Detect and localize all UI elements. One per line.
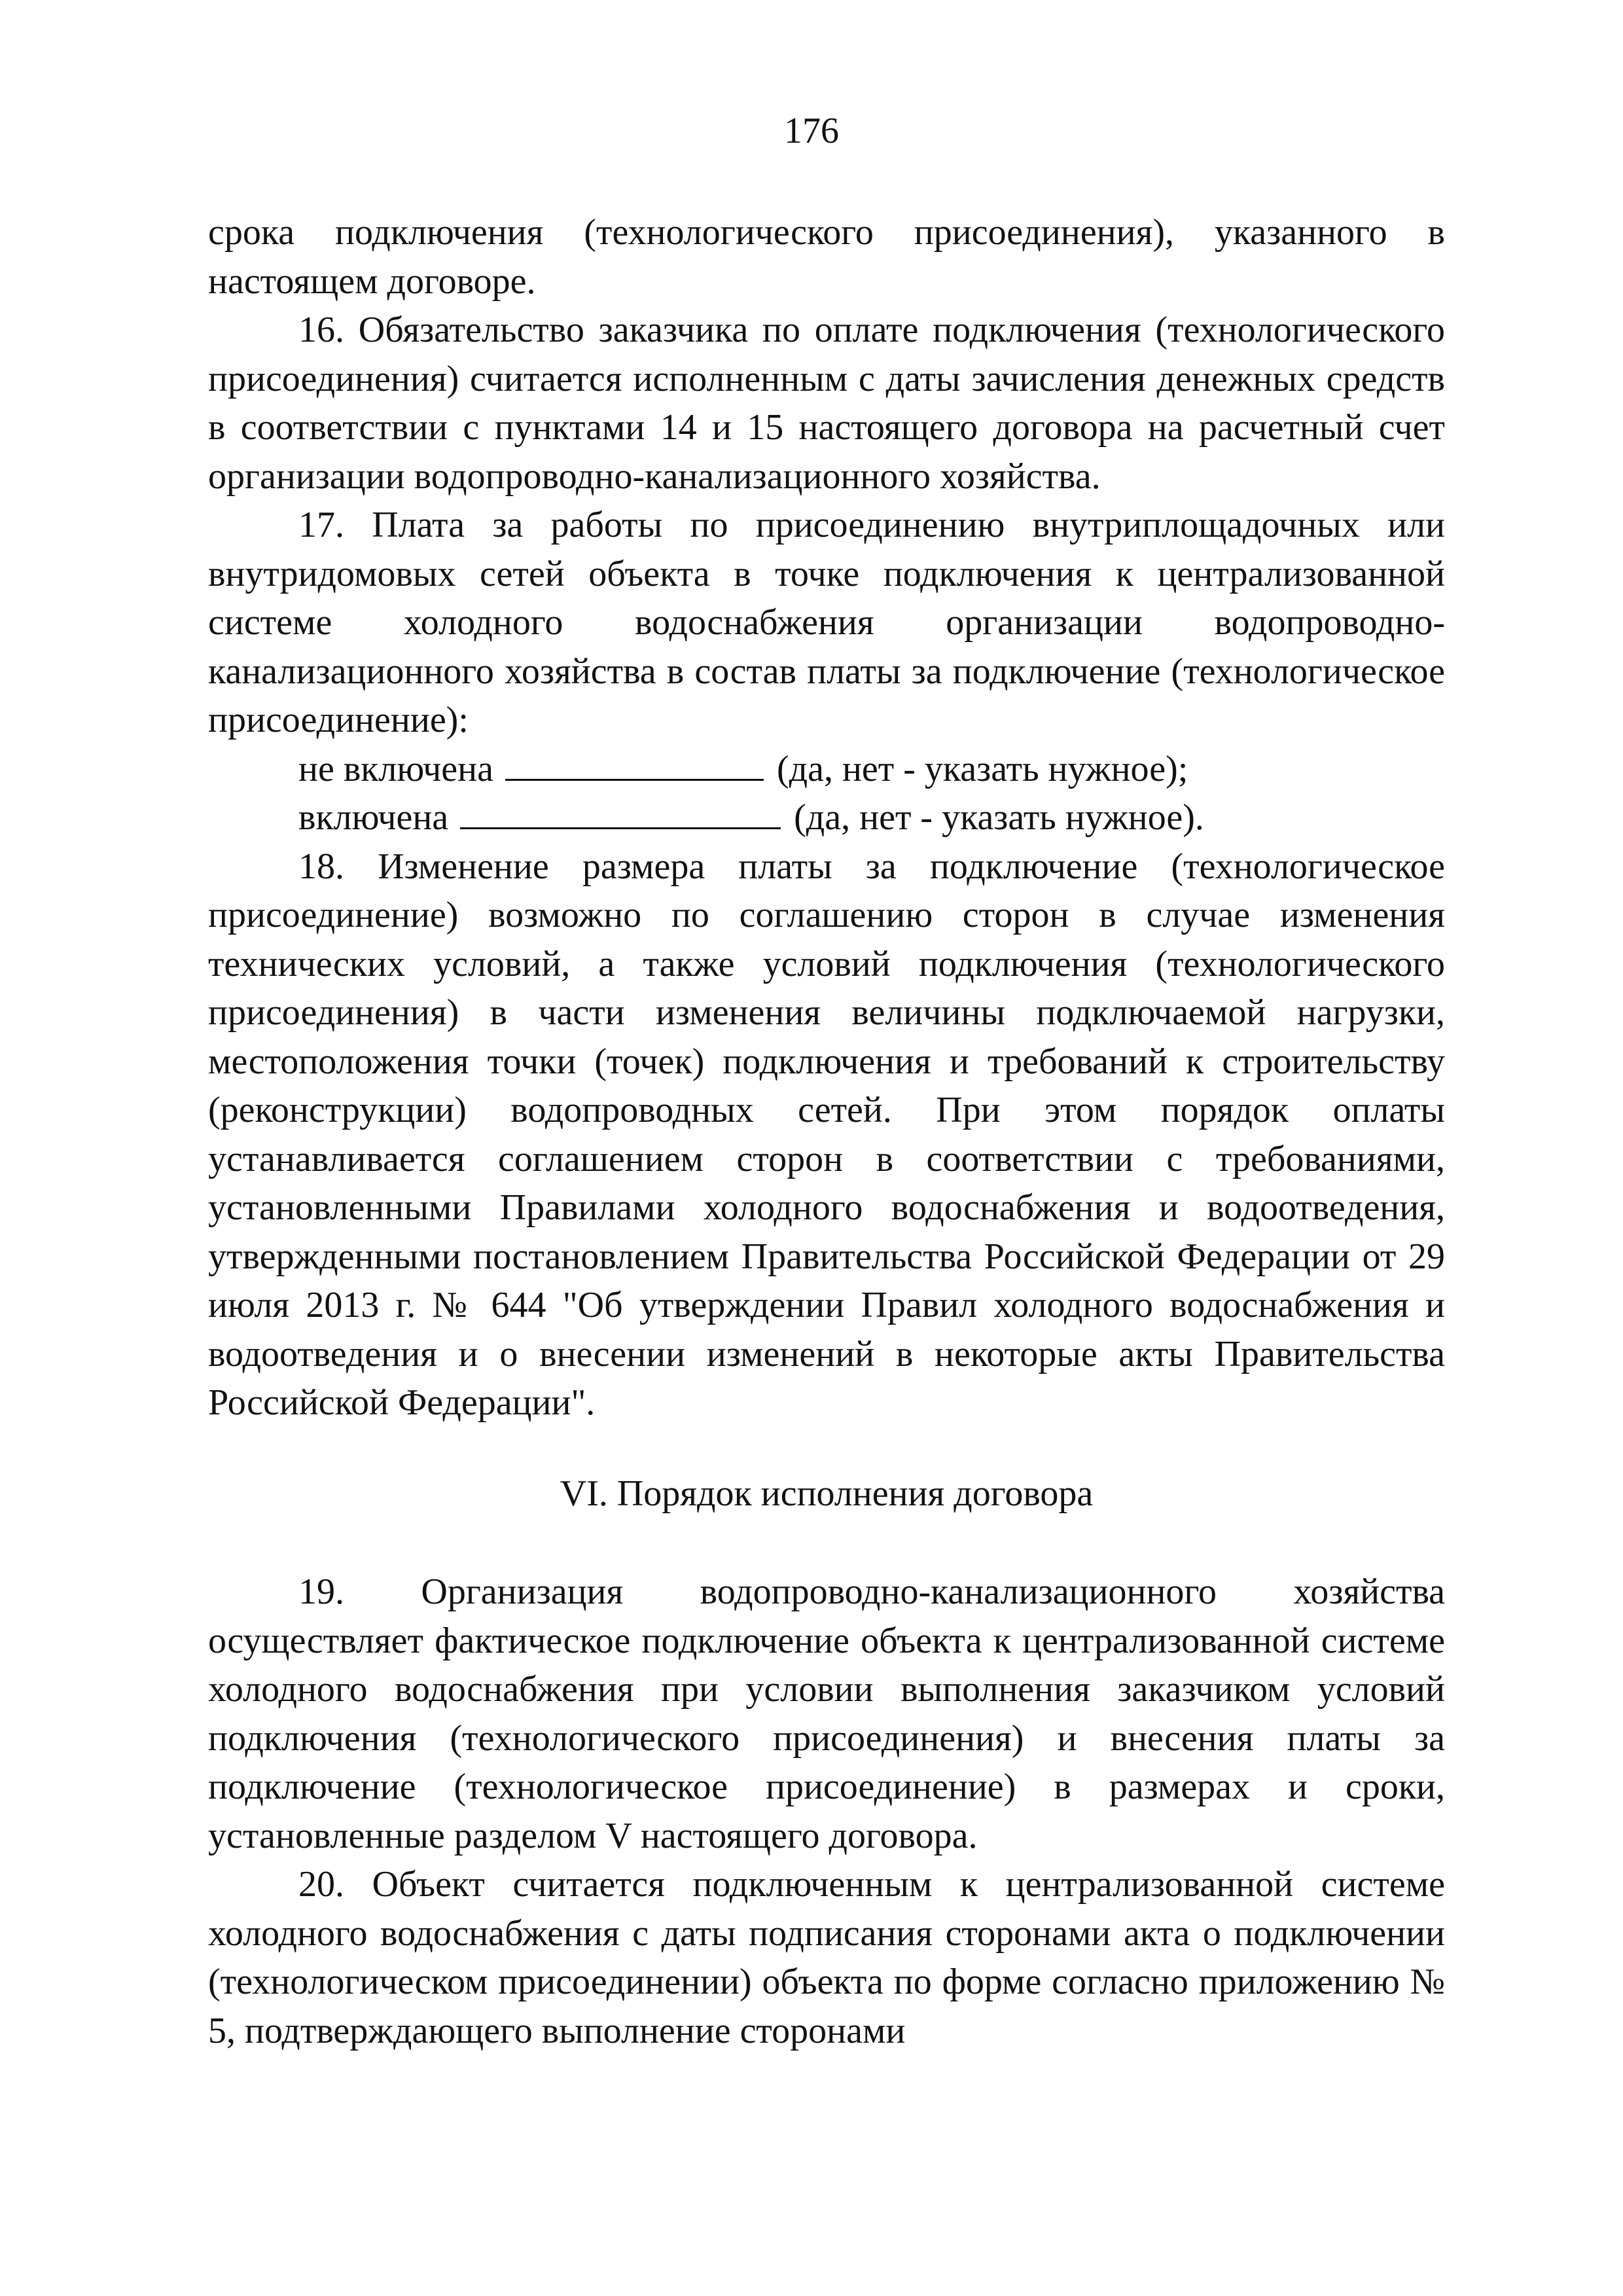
page-number: 176 xyxy=(784,111,839,151)
paragraph-17: 17. Плата за работы по присоединению внутриплощадочных или внутридомовых сетей объекта в точке подключения к централизованной системе холодного водоснабжения организации водопроводно-канализационного хозяйства в состав платы за подключение (технологическое присоединение): xyxy=(208,505,1445,740)
paragraph-18: 18. Изменение размера платы за подключение (технологическое присоединение) возможно по соглашению сторон в случае изменения технических условий, а также условий подключения (технологического присоединения) в части изменения величины подключаемой нагрузки, местоположения точки (точек) подключения и требований к строительству (реконструкции) водопроводных сетей. При этом порядок оплаты устанавливается соглашением сторон в соответствии с требованиями, установленными Правилами холодного водоснабжения и водоотведения, утвержденными постановлением Правительства Российской Федерации от 29 июля 2013 г. № 644 "Об утверждении Правил холодного водоснабжения и водоотведения и о внесении изменений в некоторые акты Правительства Российской Федерации". xyxy=(208,846,1445,1423)
option-included-label: включена xyxy=(298,797,449,838)
option-not-included-line xyxy=(208,745,1445,794)
paragraph-16: 16. Обязательство заказчика по оплате подключения (технологического присоединения) считается исполненным с даты зачисления денежных средств в соответствии с пунктами 14 и 15 настоящего договора на расчетный счет организации водопроводно-канализационного хозяйства. xyxy=(208,310,1445,497)
option-included-hint: (да, нет - указать нужное). xyxy=(794,797,1204,838)
paragraph-continuation: срока подключения (технологического присоединения), указанного в настоящем договоре. xyxy=(208,212,1445,302)
fill-in-blank-not-included[interactable] xyxy=(505,746,764,781)
option-not-included-label: не включена xyxy=(298,748,493,789)
document-body xyxy=(208,208,1445,2055)
fill-in-blank-included[interactable] xyxy=(460,795,781,829)
section-heading: VI. Порядок исполнения договора xyxy=(560,1473,1094,1514)
option-not-included-hint: (да, нет - указать нужное); xyxy=(776,748,1188,789)
option-included-line xyxy=(208,793,1445,842)
paragraph-19: 19. Организация водопроводно-канализационного хозяйства осуществляет фактическое подключение объекта к централизованной системе холодного водоснабжения при условии выполнения заказчиком условий подключения (технологического присоединения) и внесения платы за подключение (технологическое присоединение) в размерах и сроки, установленные разделом V настоящего договора. xyxy=(208,1571,1445,1856)
paragraph-20: 20. Объект считается подключенным к централизованной системе холодного водоснабжения с даты подписания сторонами акта о подключении (технологическом присоединении) объекта по форме согласно приложению № 5, подтверждающего выполнение сторонами xyxy=(208,1864,1445,2051)
